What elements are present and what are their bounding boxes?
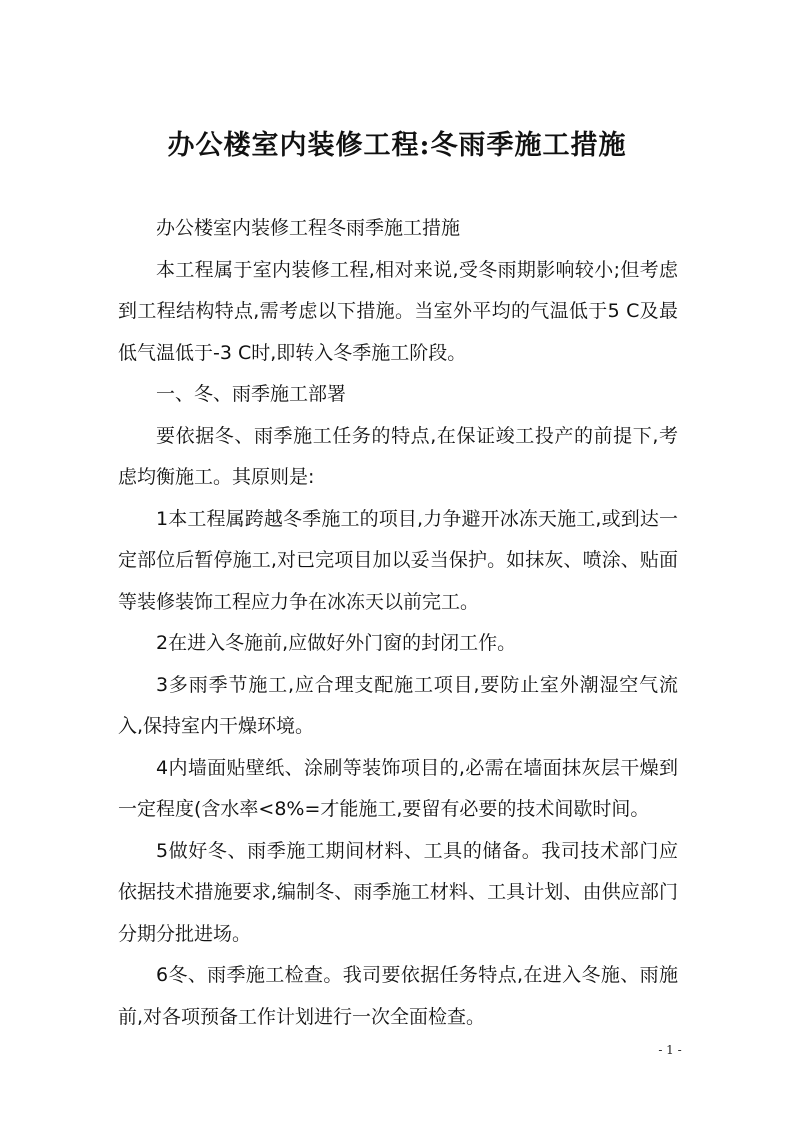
page-number: - 1 - (658, 1043, 682, 1057)
list-item: 5做好冬、雨季施工期间材料、工具的储备。我司技术部门应依据技术措施要求,编制冬、雨季施工材料、工具计划、由供应部门分期分批进场。 (118, 839, 678, 945)
list-item: 1本工程属跨越冬季施工的项目,力争避开冰冻天施工,或到达一定部位后暂停施工,对已完项目加以妥当保护。如抹灰、喷涂、贴面等装修装饰工程应力争在冰冻天以前完工。 (118, 507, 678, 613)
paragraph-principle: 要依据冬、雨季施工任务的特点,在保证竣工投产的前提下,考虑均衡施工。其原则是: (118, 424, 678, 488)
list-item: 2在进入冬施前,应做好外门窗的封闭工作。 (156, 632, 517, 654)
list-item: 3多雨季节施工,应合理支配施工项目,要防止室外潮湿空气流入,保持室内干燥环境。 (118, 673, 678, 737)
list-item: 4内墙面贴壁纸、涂刷等装饰项目的,必需在墙面抹灰层干燥到一定程度(含水率<8%=才能施工,要留有必要的技术间歇时间。 (118, 756, 678, 820)
document-body (118, 208, 678, 1038)
section-heading: 一、冬、雨季施工部署 (156, 383, 347, 405)
paragraph-intro: 本工程属于室内装修工程,相对来说,受冬雨期影响较小;但考虑到工程结构特点,需考虑以下措施。当室外平均的气温低于5 C及最低气温低于-3 C时,即转入冬季施工阶段。 (118, 258, 678, 364)
paragraph-subtitle: 办公楼室内装修工程冬雨季施工措施 (156, 217, 461, 239)
list-item: 6冬、雨季施工检查。我司要依据任务特点,在进入冬施、雨施前,对各项预备工作计划进行一次全面检查。 (118, 964, 678, 1028)
document-title: 办公楼室内装修工程:冬雨季施工措施 (167, 130, 627, 162)
